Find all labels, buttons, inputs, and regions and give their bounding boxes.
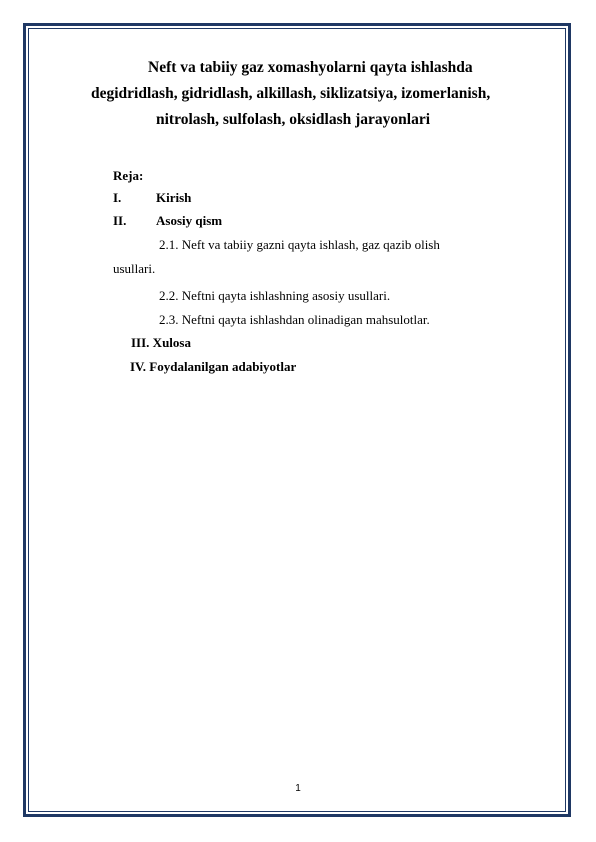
plan-item-label-1: Kirish bbox=[156, 190, 192, 205]
document-title-line-1: Neft va tabiiy gaz xomashyolarni qayta ishlashda bbox=[148, 59, 473, 76]
document-title-line-2: degidridlash, gidridlash, alkillash, siklizatsiya, izomerlanish, bbox=[91, 85, 491, 102]
page-number: 1 bbox=[295, 783, 301, 794]
plan-section-references: IV. Foydalanilgan adabiyotlar bbox=[130, 359, 297, 374]
plan-subitem-2-2: 2.2. Neftni qayta ishlashning asosiy usullari. bbox=[159, 288, 391, 303]
plan-subitem-2-1-continuation: usullari. bbox=[113, 261, 156, 276]
plan-section-conclusion: III. Xulosa bbox=[131, 335, 191, 350]
plan-item-number-1: I. bbox=[113, 190, 122, 205]
plan-item-number-2: II. bbox=[113, 213, 127, 228]
plan-heading: Reja: bbox=[113, 168, 144, 183]
plan-subitem-2-3: 2.3. Neftni qayta ishlashdan olinadigan mahsulotlar. bbox=[159, 312, 430, 327]
plan-item-label-2: Asosiy qism bbox=[156, 213, 223, 228]
page-border-inner bbox=[28, 28, 566, 812]
document-title-line-3: nitrolash, sulfolash, oksidlash jarayonlari bbox=[156, 111, 431, 128]
plan-subitem-2-1: 2.1. Neft va tabiiy gazni qayta ishlash, gaz qazib olish bbox=[159, 237, 440, 252]
